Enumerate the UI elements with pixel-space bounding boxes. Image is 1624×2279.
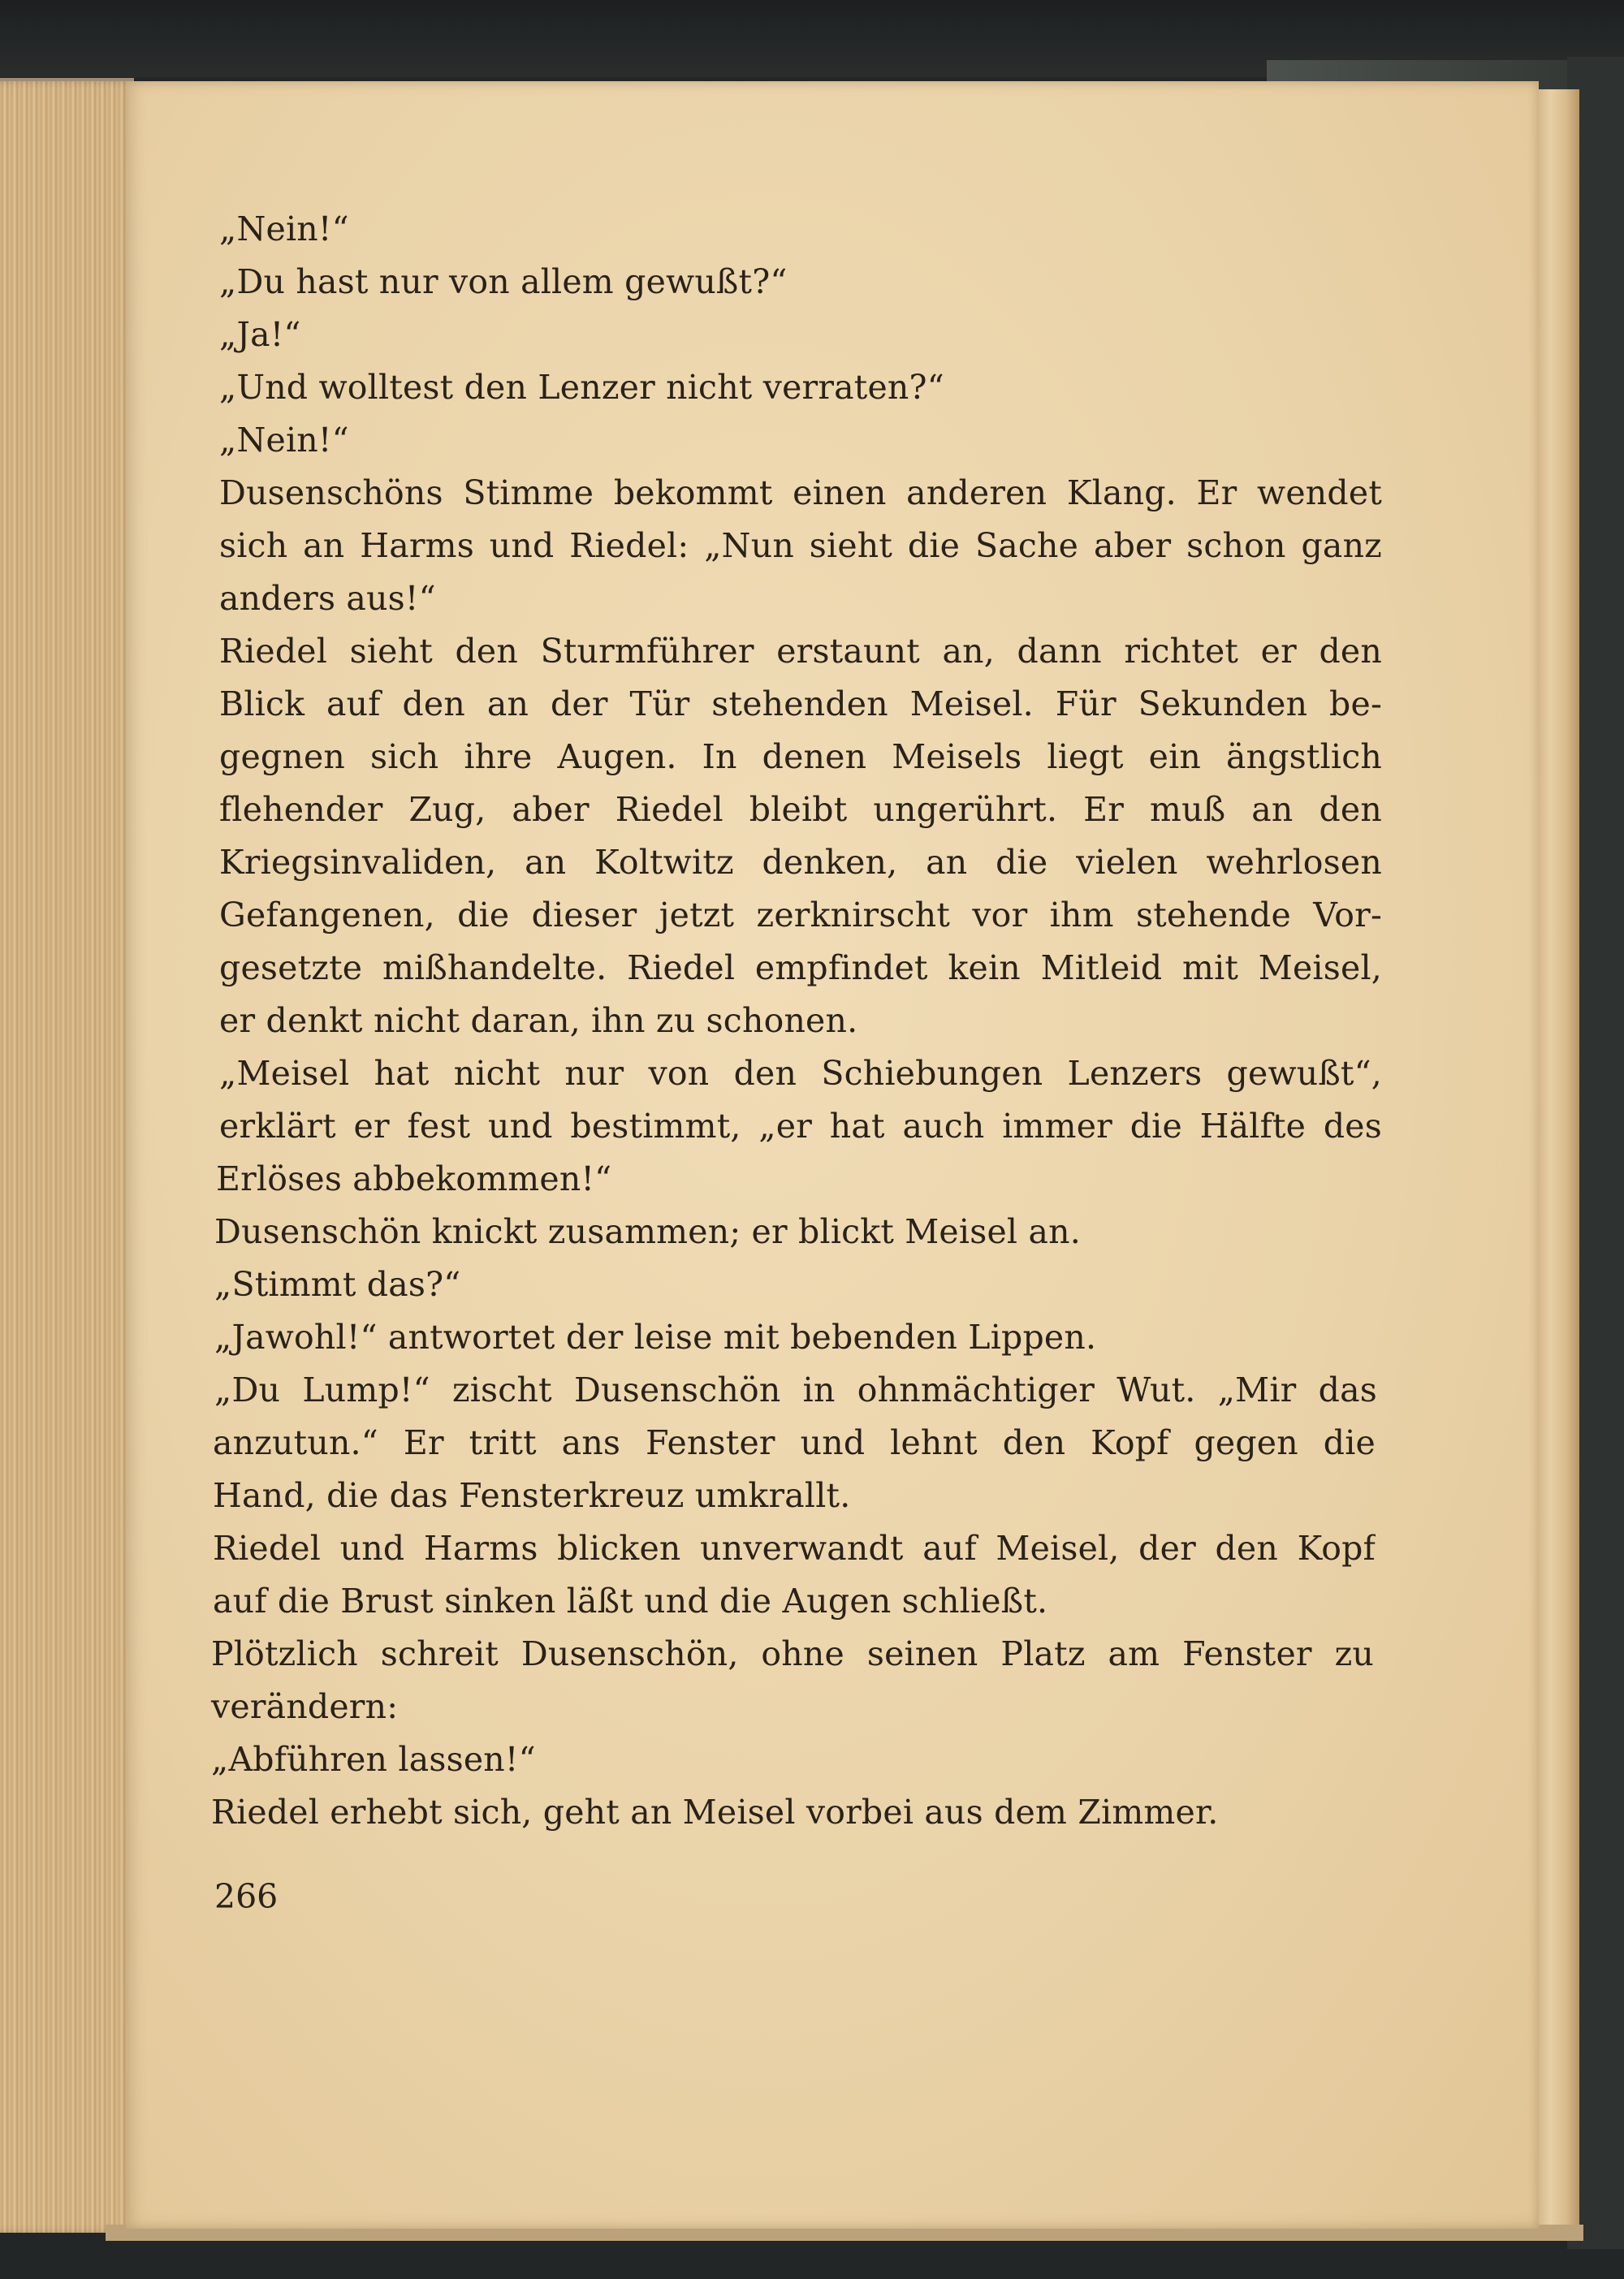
text-line: „Nein!“ — [219, 421, 349, 460]
text-line: Gefangenen, die dieser jetzt zerknirscht vor ihm stehende Vor- — [219, 896, 1382, 934]
text-line: Riedel und Harms blicken unverwandt auf Meisel, der den Kopf — [213, 1529, 1376, 1568]
text-line: „Nein!“ — [219, 209, 349, 248]
text-line: verändern: — [211, 1687, 399, 1726]
text-line: anders aus!“ — [219, 579, 436, 618]
text-line: Dusenschön knickt zusammen; er blickt Meisel an. — [214, 1212, 1081, 1251]
text-line: sich an Harms und Riedel: „Nun sieht die Sache aber schon ganz — [219, 526, 1382, 565]
text-line: „Du Lump!“ zischt Dusenschön in ohnmächtiger Wut. „Mir das — [214, 1370, 1377, 1409]
text-line: Erlöses abbekommen!“ — [216, 1159, 612, 1198]
text-line: „Stimmt das?“ — [214, 1265, 461, 1304]
text-line: Riedel erhebt sich, geht an Meisel vorbei aus dem Zimmer. — [211, 1793, 1219, 1832]
text-line: „Ja!“ — [219, 315, 301, 354]
text-line: „Und wolltest den Lenzer nicht verraten?“ — [219, 368, 944, 407]
text-line: Hand, die das Fensterkreuz umkrallt. — [213, 1476, 851, 1515]
text-line: flehender Zug, aber Riedel bleibt ungerührt. Er muß an den — [219, 790, 1382, 829]
text-line: gesetzte mißhandelte. Riedel empfindet kein Mitleid mit Meisel, — [219, 948, 1382, 987]
text-line: „Abführen lassen!“ — [211, 1740, 536, 1779]
text-line: Riedel sieht den Sturmführer erstaunt an, dann richtet er den — [219, 632, 1382, 671]
text-line: Plötzlich schreit Dusenschön, ohne seinen Platz am Fenster zu — [211, 1634, 1374, 1673]
text-line: „Du hast nur von allem gewußt?“ — [219, 262, 788, 301]
left-page-stack — [0, 81, 134, 2233]
text-line: Blick auf den an der Tür stehenden Meisel. Für Sekunden be- — [219, 684, 1382, 723]
text-line: anzutun.“ Er tritt ans Fenster und lehnt den Kopf gegen die — [213, 1423, 1376, 1462]
page-number: 266 — [214, 1877, 279, 1916]
text-line: „Jawohl!“ antwortet der leise mit bebenden Lippen. — [214, 1318, 1097, 1357]
text-line: Dusenschöns Stimme bekommt einen anderen Klang. Er wendet — [219, 473, 1382, 512]
text-line: erklärt er fest und bestimmt, „er hat auch immer die Hälfte des — [219, 1107, 1382, 1146]
text-line: Kriegsinvaliden, an Koltwitz denken, an die vielen wehrlosen — [219, 843, 1382, 882]
text-line: gegnen sich ihre Augen. In denen Meisels liegt ein ängstlich — [219, 737, 1382, 776]
right-page-edges — [1535, 89, 1579, 2233]
text-line: „Meisel hat nicht nur von den Schiebungen Lenzers gewußt“, — [219, 1054, 1382, 1093]
text-line: er denkt nicht daran, ihn zu schonen. — [219, 1001, 858, 1040]
page-text — [211, 203, 1421, 1839]
text-line: auf die Brust sinken läßt und die Augen schließt. — [213, 1582, 1048, 1621]
